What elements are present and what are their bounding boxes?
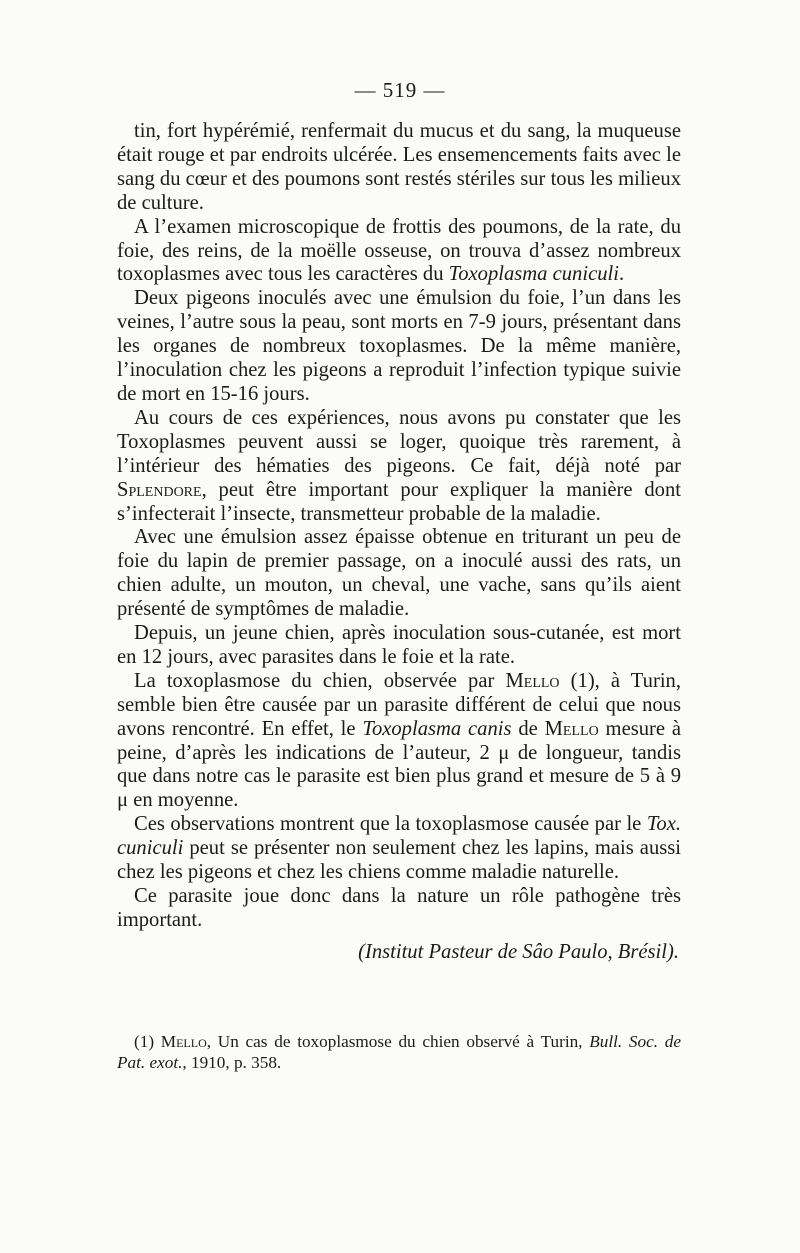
footnote-text xyxy=(117,1032,681,1073)
text-segment: A l’examen microscopique de frottis des poumons, de la rate, du foie, des reins, de la moëlle osseuse, on trouva d’assez nombreux toxoplasmes avec tous les caractères du xyxy=(117,215,681,286)
text-segment: de xyxy=(511,717,545,740)
text-segment: , Un cas de toxoplasmose du chien observé à Turin, xyxy=(206,1032,590,1051)
species-name: Toxoplasma canis xyxy=(362,717,512,740)
signature: (Institut Pasteur de Sâo Paulo, Brésil). xyxy=(358,940,679,963)
footnote xyxy=(117,1032,681,1073)
author-name: Splendore xyxy=(117,478,202,501)
text-segment: Au cours de ces expériences, nous avons pu constater que les Toxoplasmes peuvent aussi se loger, quoique très rarement, à l’intérieur des hématies des pigeons. Ce fait, déjà noté par xyxy=(117,406,681,477)
paragraph-2 xyxy=(117,216,681,288)
body-text xyxy=(117,120,681,965)
author-name: Mello xyxy=(544,717,599,740)
text-segment: Deux pigeons inoculés avec une émulsion du foie, l’un dans les veines, l’autre sous la peau, sont morts en 7-9 jours, présentant dans les organes de nombreux toxoplasmes. De la même manière, l’inoculation chez les pigeons a reproduit l’infection typique suivie de mort en 15-16 jours. xyxy=(117,287,681,405)
text-segment: , 1910, p. 358. xyxy=(182,1052,282,1072)
text-segment: Avec une émulsion assez épaisse obtenue en triturant un peu de foie du lapin de premier passage, on a inoculé aussi des rats, un chien adulte, un mouton, un cheval, une vache, sans qu’ils aient présenté de symptômes de maladie. xyxy=(117,526,681,621)
text-segment: Ces observations montrent que la toxoplasmose causée par le xyxy=(134,813,647,836)
species-name: Tox. cuniculi xyxy=(117,813,681,860)
author-name: Mello xyxy=(505,669,560,692)
paragraph-7 xyxy=(117,670,681,813)
text-segment: Ce parasite joue donc dans la nature un rôle pathogène très important. xyxy=(117,885,681,931)
text-segment: La toxoplasmose du chien, observée par xyxy=(134,669,506,692)
text-segment: , peut être important pour expliquer la manière dont s’infecterait l’insecte, transmetteur probable de la maladie. xyxy=(117,478,681,525)
paragraph-6 xyxy=(117,622,681,670)
paragraph-3 xyxy=(117,287,681,407)
paragraph-5 xyxy=(117,526,681,622)
journal-title: Bull. Soc. de Pat. exot. xyxy=(117,1032,681,1072)
text-segment: Depuis, un jeune chien, après inoculation sous-cutanée, est mort en 12 jours, avec parasites dans le foie et la rate. xyxy=(117,622,681,668)
text-segment: . xyxy=(618,263,625,286)
paragraph-9 xyxy=(117,885,681,933)
author-name: Mello xyxy=(160,1032,207,1051)
text-segment: mesure à peine, d’après les indications de l’auteur, 2 μ de longueur, tandis que dans notre cas le parasite est bien plus grand et mesure de 5 à 9 μ en moyenne. xyxy=(117,717,681,812)
text-segment: (1) xyxy=(134,1032,161,1051)
text-segment: peut se présenter non seulement chez les lapins, mais aussi chez les pigeons et chez les chiens comme maladie naturelle. xyxy=(117,837,681,884)
text-segment: tin, fort hypérémié, renfermait du mucus et du sang, la muqueuse était rouge et par endroits ulcérée. Les ensemencements faits avec le sang du cœur et des poumons sont restés stériles sur tous les milieux de culture. xyxy=(117,120,681,214)
text-segment: (1), à Turin, semble bien être causée par un parasite différent de celui que nous avons rencontré. En effet, le xyxy=(117,669,681,740)
paragraph-1 xyxy=(117,120,681,216)
paragraph-4 xyxy=(117,407,681,527)
paragraph-8 xyxy=(117,813,681,885)
page-number: — 519 — xyxy=(354,78,446,102)
species-name: Toxoplasma cuniculi xyxy=(448,263,619,286)
